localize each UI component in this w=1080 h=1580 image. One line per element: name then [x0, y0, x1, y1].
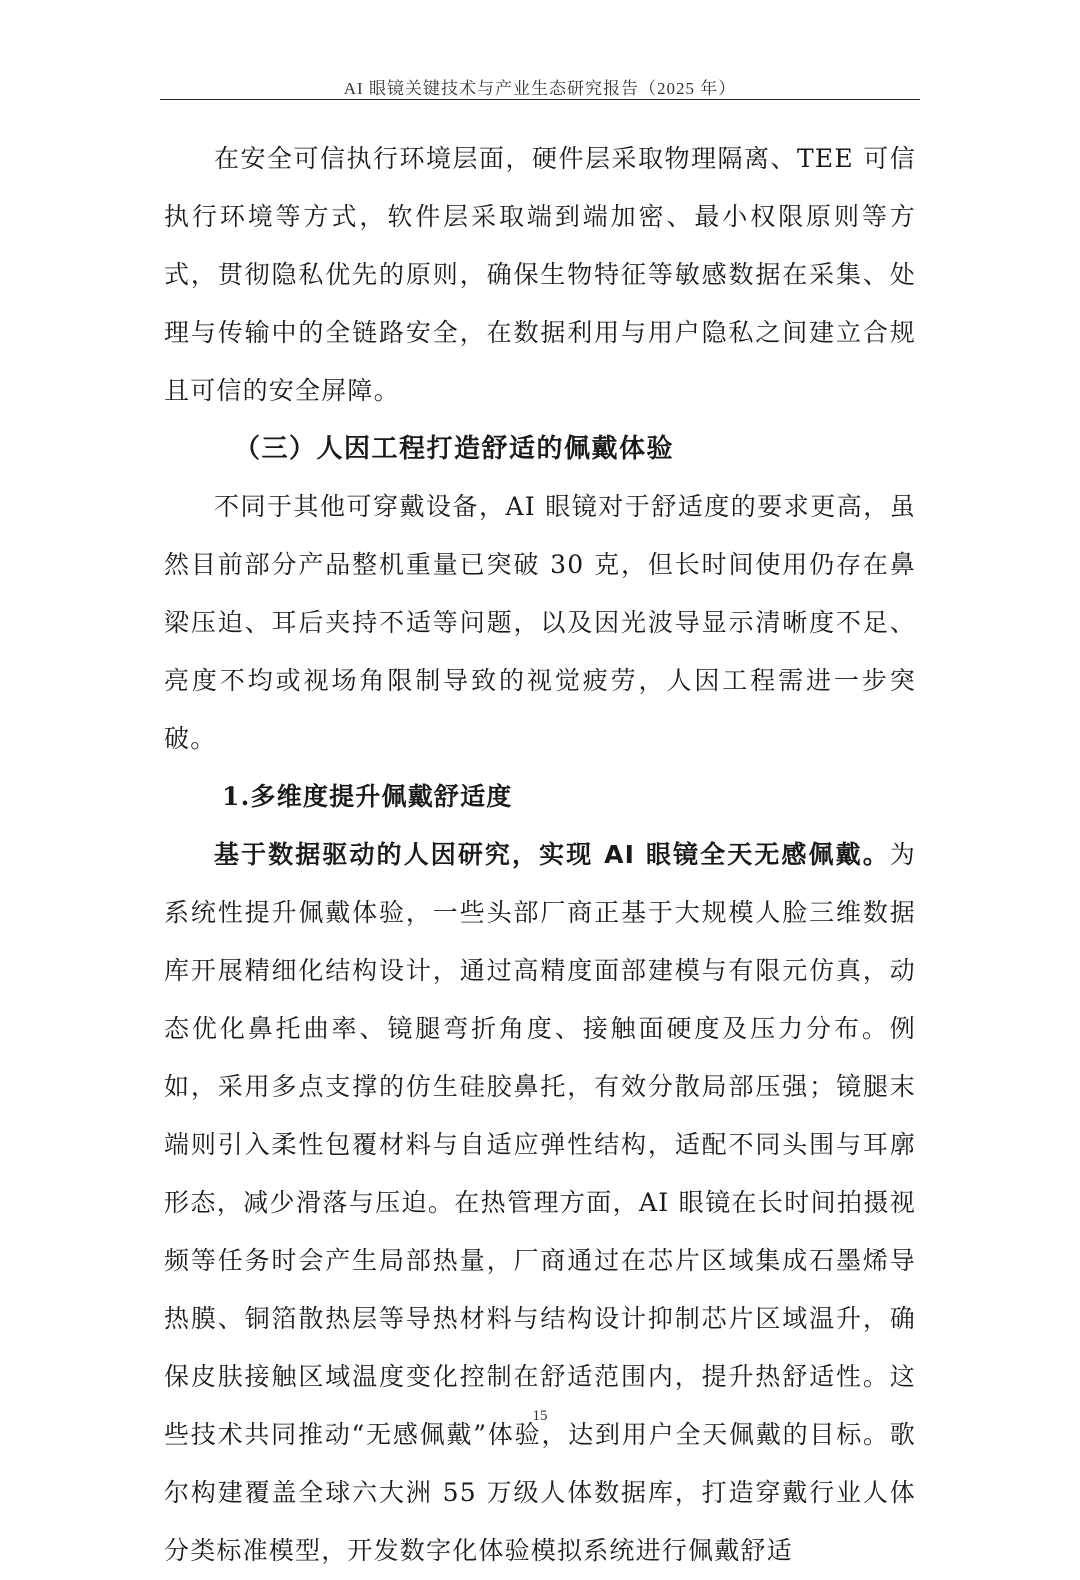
- sub-heading: 1.多维度提升佩戴舒适度: [222, 782, 513, 811]
- section-heading: （三）人因工程打造舒适的佩戴体验: [234, 434, 675, 464]
- paragraph-lead-sentence: 基于数据驱动的人因研究，实现 AI 眼镜全天无感佩戴。: [214, 840, 890, 869]
- paragraph-body-text: 为系统性提升佩戴体验，一些头部厂商正基于大规模人脸三维数据库开展精细化结构设计，通过高精度面部建模与有限元仿真，动态优化鼻托曲率、镜腿弯折角度、接触面硬度及压力分布。例如，采用多点支撑的仿生硅胶鼻托，有效分散局部压强；镜腿末端则引入柔性包覆材料与自适应弹性结构，适配不同头围与耳廓形态，减少滑落与压迫。在热管理方面，AI 眼镜在长时间拍摄视频等任务时会产生局部热量，厂商通过在芯片区域集成石墨烯导热膜、铜箔散热层等导热材料与结构设计抑制芯片区域温升，确保皮肤接触区域温度变化控制在舒适范围内，提升热舒适性。这些技术共同推动“无感佩戴”体验，达到用户全天佩戴的目标。歌尔构建覆盖全球六大洲 55 万级人体数据库，打造穿戴行业人体分类标准模型，开发数字化体验模拟系统进行佩戴舒适: [164, 840, 916, 1565]
- paragraph-data-driven-ergonomics: [164, 826, 916, 1580]
- page-number: 15: [532, 1408, 548, 1424]
- header-divider: [160, 99, 920, 100]
- paragraph-secure-execution: 在安全可信执行环境层面，硬件层采取物理隔离、TEE 可信执行环境等方式，软件层采取端到端加密、最小权限原则等方式，贯彻隐私优先的原则，确保生物特征等敏感数据在采集、处理与传输中的全链路安全，在数据利用与用户隐私之间建立合规且可信的安全屏障。: [164, 144, 916, 405]
- running-header: AI 眼镜关键技术与产业生态研究报告（2025 年）: [343, 79, 737, 98]
- paragraph-comfort-requirements: 不同于其他可穿戴设备，AI 眼镜对于舒适度的要求更高，虽然目前部分产品整机重量已突破 30 克，但长时间使用仍存在鼻梁压迫、耳后夹持不适等问题，以及因光波导显示清晰度不足、亮度不均或视场角限制导致的视觉疲劳，人因工程需进一步突破。: [164, 492, 916, 753]
- page-body: [164, 130, 916, 1580]
